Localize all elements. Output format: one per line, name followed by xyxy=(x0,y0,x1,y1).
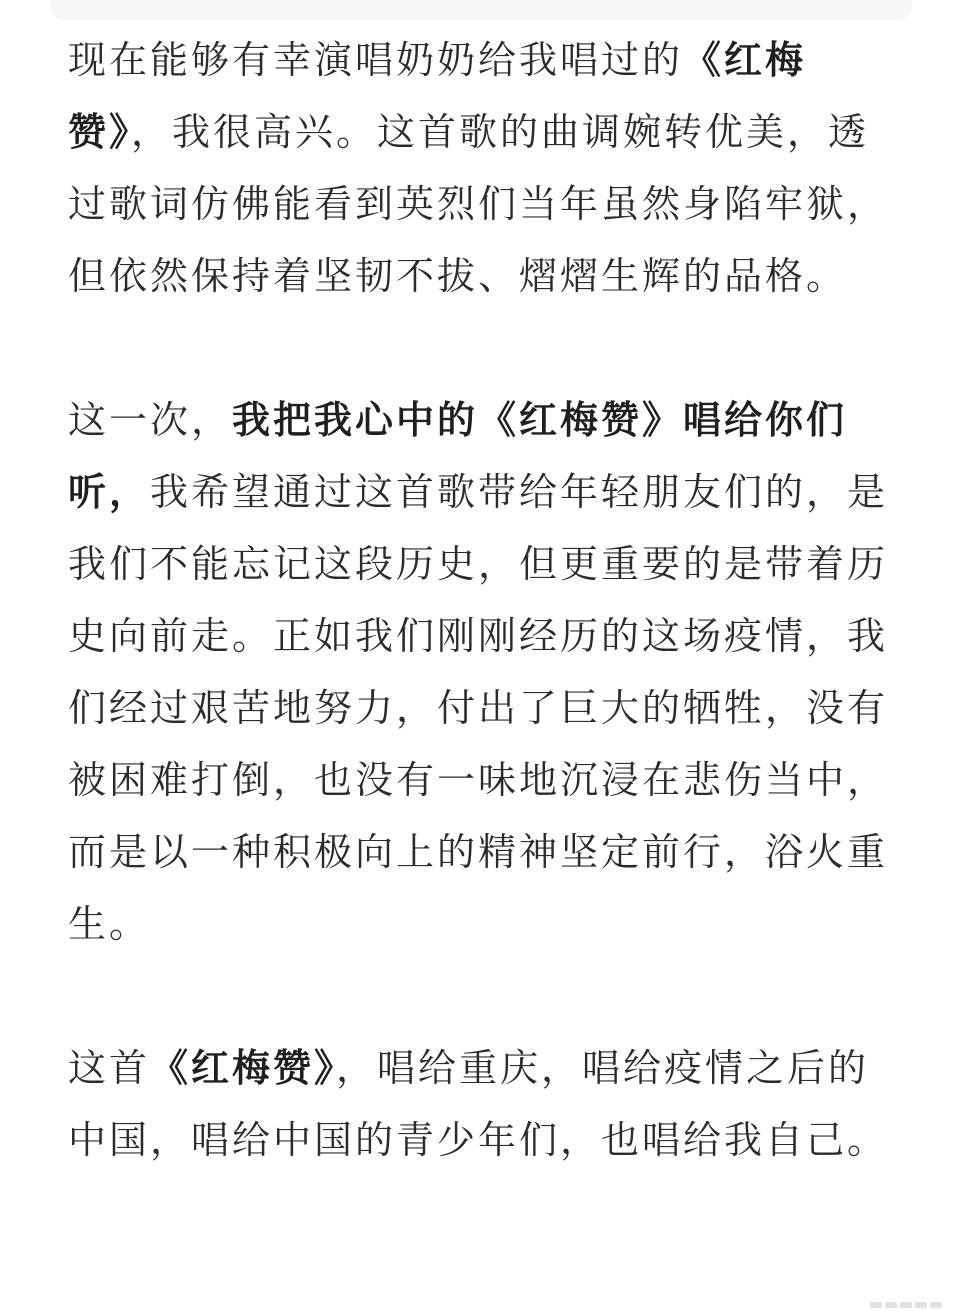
top-bar xyxy=(50,0,912,20)
paragraph-1-text-b: ，我很高兴。这首歌的曲调婉转优美，透过歌词仿佛能看到英烈们当年虽然身陷牢狱，但依然保持着坚韧不拔、熠熠生辉的品格。 xyxy=(68,110,889,298)
watermark-logo-icon xyxy=(870,1302,942,1308)
paragraph-3 xyxy=(68,1032,896,1176)
paragraph-2-text-b: 我希望通过这首歌带给年轻朋友们的，是我们不能忘记这段历史，但更重要的是带着历史向前走。正如我们刚刚经历的这场疫情，我们经过艰苦地努力，付出了巨大的牺牲，没有被困难打倒，也没有一味地沉浸在悲伤当中，而是以一种积极向上的精神坚定前行，浴火重生。 xyxy=(68,470,889,946)
paragraph-3-text-a: 这首 xyxy=(68,1046,151,1090)
paragraph-2-text-a: 这一次， xyxy=(68,398,233,442)
watermark xyxy=(870,1302,942,1308)
paragraph-1-text-a: 现在能够有幸演唱奶奶给我唱过的 xyxy=(68,38,684,82)
song-title-bold: 《红梅赞》 xyxy=(68,38,807,154)
paragraph-1 xyxy=(68,24,896,312)
paragraph-3-bold: 《红梅赞》 xyxy=(150,1046,337,1090)
article-body xyxy=(68,24,896,1176)
paragraph-3-text-b: ，唱给重庆，唱给疫情之后的中国，唱给中国的青少年们，也唱给我自己。 xyxy=(68,1046,889,1162)
paragraph-2 xyxy=(68,384,896,960)
paragraph-2-bold: 我把我心中的《红梅赞》唱给你们听， xyxy=(68,398,848,514)
